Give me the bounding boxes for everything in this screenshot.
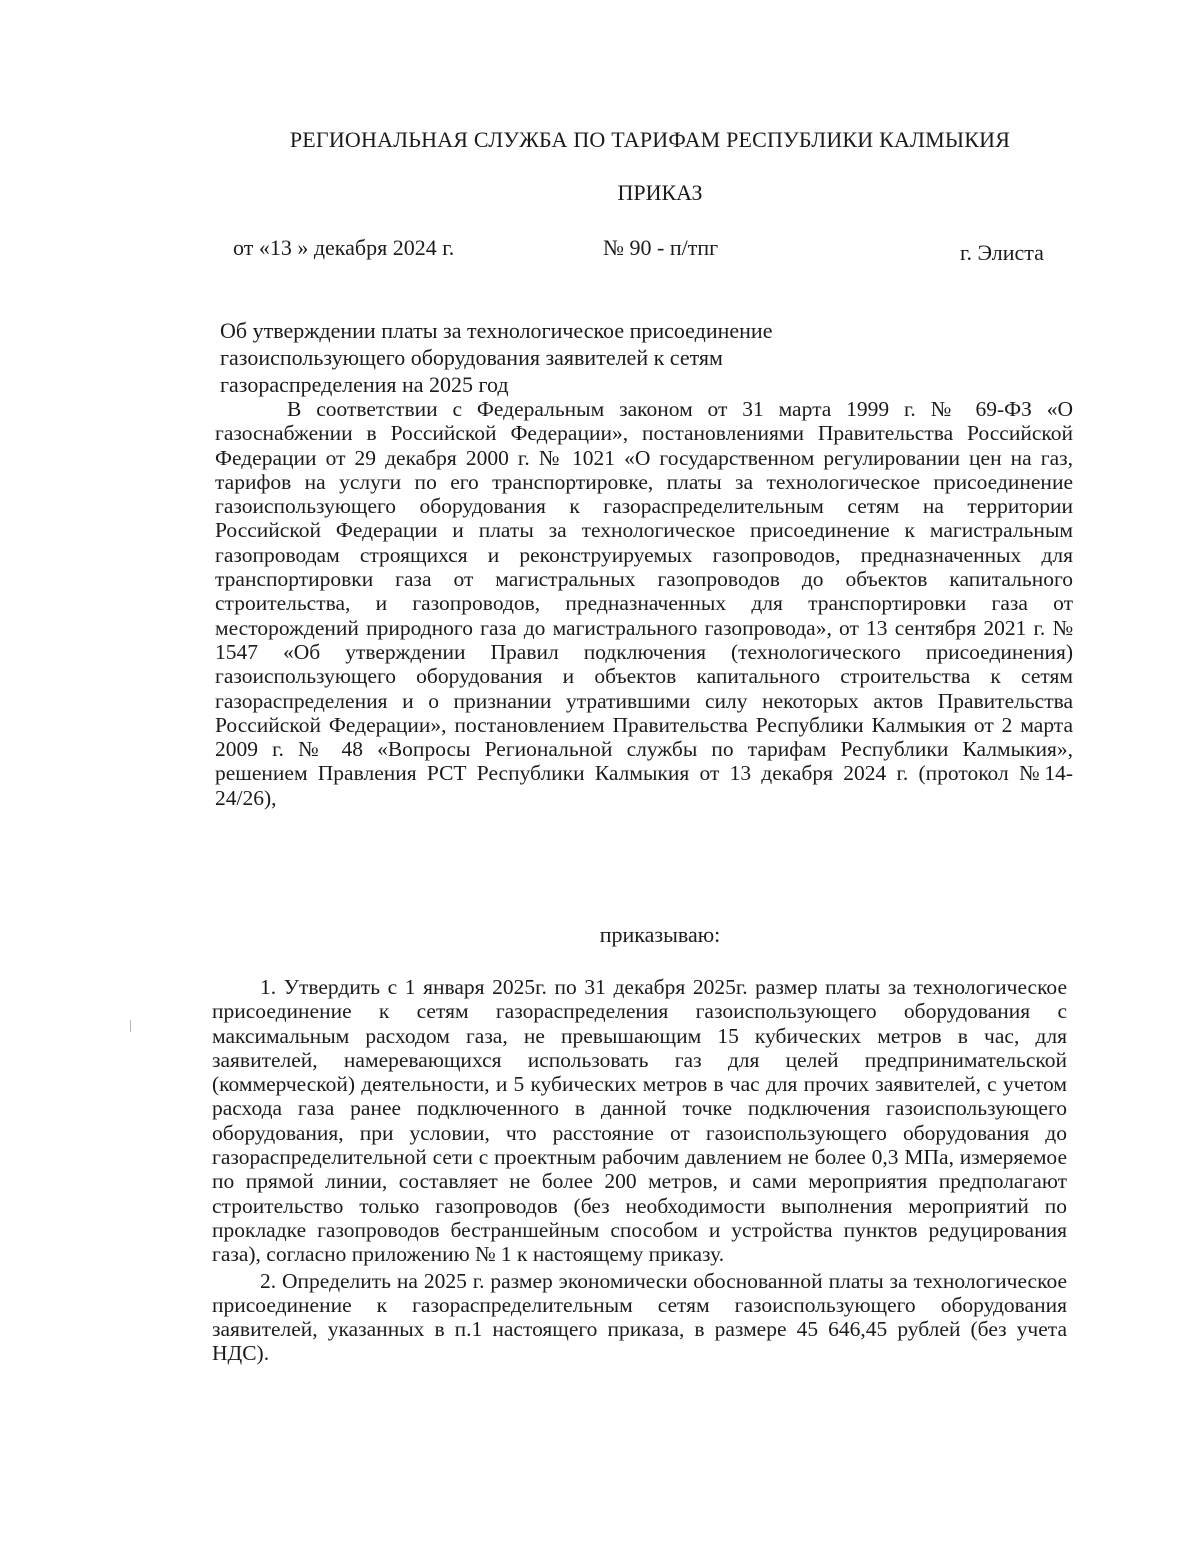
document-type: ПРИКАЗ (617, 180, 703, 205)
order-item-1: 1. Утвердить с 1 января 2025г. по 31 декабря 2025г. размер платы за технологическое присоединение к сетям газораспределения газоиспользующего оборудования с максимальным расходом газа, не превышающим 15 кубических метров в час, для заявителей, намеревающихся использовать газ для целей предпринимательской (коммерческой) деятельности, и 5 кубических метров в час для прочих заявителей, с учетом расхода газа ранее подключенного в данной точке подключения газоиспользующего оборудования, при условии, что расстояние от газоиспользующего оборудования до газораспределительной сети с проектным рабочим давлением не более 0,3 МПа, измеряемое по прямой линии, составляет не более 200 метров, и сами мероприятия предполагают строительство только газопроводов (без необходимости выполнения мероприятий по прокладке газопроводов бестраншейным способом и устройства пунктов редуцирования газа), согласно приложению № 1 к настоящему приказу. (212, 975, 1067, 1267)
order-subject: Об утверждении платы за технологическое присоединение газоиспользующего оборудования заявителей к сетям газораспределения на 2025 год (220, 318, 773, 397)
organization-title: РЕГИОНАЛЬНАЯ СЛУЖБА ПО ТАРИФАМ РЕСПУБЛИКИ КАЛМЫКИЯ (289, 127, 1011, 152)
order-items-list (212, 975, 1067, 1366)
preamble-paragraph: В соответствии с Федеральным законом от 31 марта 1999 г. № 69-ФЗ «О газоснабжении в Российской Федерации», постановлениями Правительства Российской Федерации от 29 декабря 2000 г. № 1021 «О государственном регулировании цен на газ, тарифов на услуги по его транспортировке, платы за технологическое присоединение газоиспользующего оборудования к газораспределительным сетям на территории Российской Федерации и платы за технологическое присоединение к магистральным газопроводам строящихся и реконструируемых газопроводов, предназначенных для транспортировки газа от магистральных газопроводов до объектов капитального строительства, и газопроводов, предназначенных для транспортировки газа от месторождений природного газа до магистрального газопровода», от 13 сентября 2021 г. № 1547 «Об утверждении Правил подключения (технологического присоединения) газоиспользующего оборудования и объектов капитального строительства к сетям газораспределения и о признании утратившими силу некоторых актов Правительства Российской Федерации», постановлением Правительства Республики Калмыкия от 2 марта 2009 г. № 48 «Вопросы Региональной службы по тарифам Республики Калмыкия», решением Правления РСТ Республики Калмыкия от 13 декабря 2024 г. (протокол №14-24/26), (215, 397, 1073, 810)
order-item-2: 2. Определить на 2025 г. размер экономически обоснованной платы за технологическое присоединение к газораспределительным сетям газоиспользующего оборудования заявителей, указанных в п.1 настоящего приказа, в размере 45 646,45 рублей (без учета НДС). (212, 1268, 1067, 1366)
order-city: г. Элиста (960, 240, 1044, 265)
scan-margin-mark (130, 1020, 131, 1032)
order-date: от «13 » декабря 2024 г. (233, 235, 455, 260)
order-number: № 90 - п/тпг (603, 235, 719, 260)
order-directive: приказываю: (599, 922, 721, 947)
